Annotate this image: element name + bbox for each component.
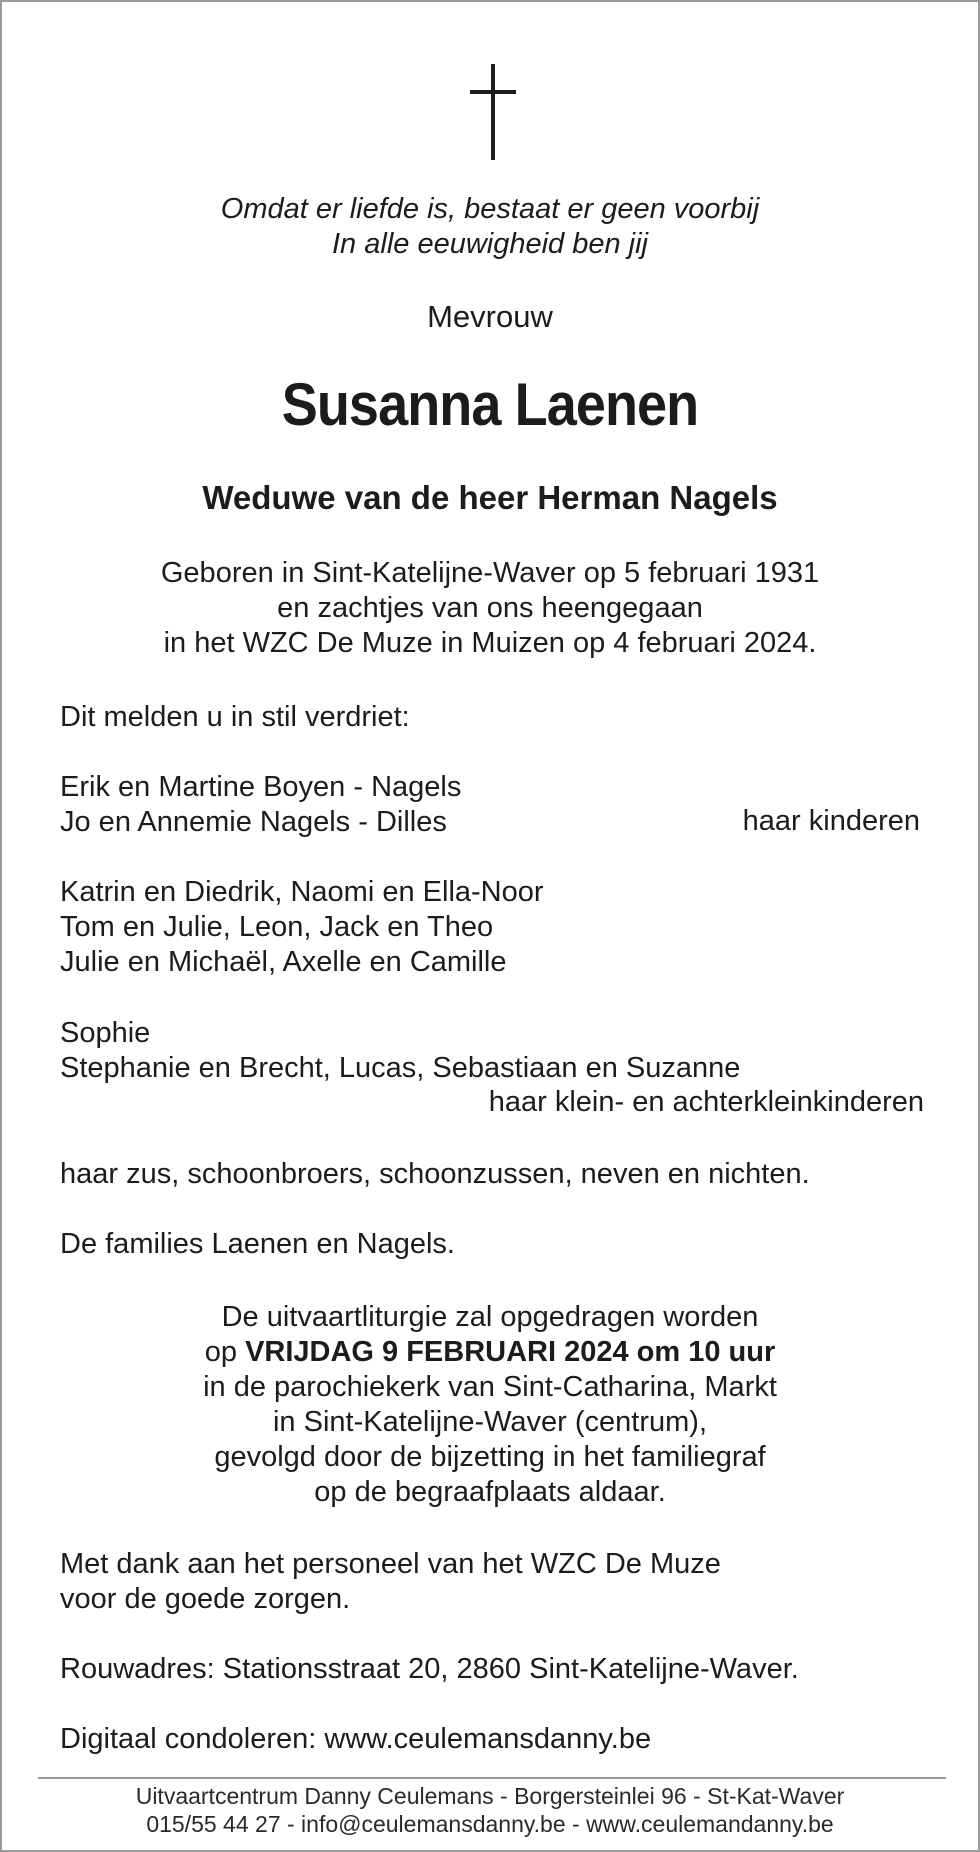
- thanks-line-1: Met dank aan het personeel van het WZC De Muze: [60, 1548, 721, 1580]
- birth-line-2: en zachtjes van ons heengegaan: [277, 592, 703, 624]
- thanks-line-2: voor de goede zorgen.: [60, 1583, 351, 1615]
- funeral-line-4: in Sint-Katelijne-Waver (centrum),: [272, 1406, 708, 1438]
- children-label: haar kinderen: [742, 805, 920, 837]
- grandchildren-list: [60, 875, 544, 980]
- great-grandchildren-list: [60, 1016, 740, 1086]
- funeral-date-prefix: op: [204, 1336, 246, 1368]
- funeral-date: VRIJDAG 9 FEBRUARI 2024 om 10 uur: [245, 1336, 776, 1368]
- grandchildren-line: Katrin en Diedrik, Naomi en Ella-Noor: [60, 876, 544, 908]
- footer-line-1: Uitvaartcentrum Danny Ceulemans - Borgersteinlei 96 - St-Kat-Waver: [135, 1783, 845, 1809]
- grandchildren-line: Sophie: [60, 1017, 151, 1049]
- birth-line-1: Geboren in Sint-Katelijne-Waver op 5 februari 1931: [160, 557, 820, 589]
- thanks: [60, 1547, 721, 1617]
- mourning-address: Rouwadres: Stationsstraat 20, 2860 Sint-Katelijne-Waver.: [60, 1653, 799, 1685]
- children-line: Erik en Martine Boyen - Nagels: [60, 771, 462, 803]
- online-condolence: Digitaal condoleren: www.ceulemansdanny.be: [60, 1723, 652, 1755]
- title-prefix: Mevrouw: [427, 299, 553, 334]
- footer-line-2: 015/55 44 27 - info@ceulemansdanny.be - www.ceulemandanny.be: [146, 1811, 834, 1837]
- children-list: [60, 770, 461, 840]
- grandchildren-line: Tom en Julie, Leon, Jack en Theo: [60, 911, 494, 943]
- announcement: Dit melden u in stil verdriet:: [60, 701, 410, 733]
- grandchildren-line: Julie en Michaël, Axelle en Camille: [60, 946, 507, 978]
- quote-line-1: Omdat er liefde is, bestaat er geen voorbij: [220, 193, 760, 225]
- grandchildren-line: Stephanie en Brecht, Lucas, Sebastiaan en Suzanne: [60, 1052, 741, 1084]
- funeral-line-5: gevolgd door de bijzetting in het familiegraf: [214, 1441, 766, 1473]
- families: De families Laenen en Nagels.: [60, 1228, 455, 1260]
- funeral-home-footer: [2, 1782, 978, 1838]
- funeral-line-6: op de begraafplaats aldaar.: [314, 1476, 666, 1508]
- birth-death-info: [2, 556, 978, 661]
- birth-line-3: in het WZC De Muze in Muizen op 4 februari 2024.: [163, 627, 817, 659]
- grandchildren-label: haar klein- en achterkleinkinderen: [488, 1086, 924, 1118]
- footer-divider: [38, 1777, 946, 1779]
- funeral-details: [2, 1300, 978, 1510]
- quote-line-2: In alle eeuwigheid ben jij: [332, 228, 648, 260]
- funeral-date-line: [2, 1335, 978, 1370]
- memorial-quote: [2, 192, 978, 262]
- children-line: Jo en Annemie Nagels - Dilles: [60, 806, 447, 838]
- deceased-name: Susanna Laenen: [281, 371, 699, 438]
- funeral-line-3: in de parochiekerk van Sint-Catharina, Markt: [203, 1371, 777, 1403]
- widow-of: Weduwe van de heer Herman Nagels: [202, 479, 778, 516]
- relatives: haar zus, schoonbroers, schoonzussen, neven en nichten.: [60, 1158, 810, 1190]
- latin-cross-icon: [468, 62, 518, 162]
- funeral-line-1: De uitvaartliturgie zal opgedragen worden: [221, 1301, 759, 1333]
